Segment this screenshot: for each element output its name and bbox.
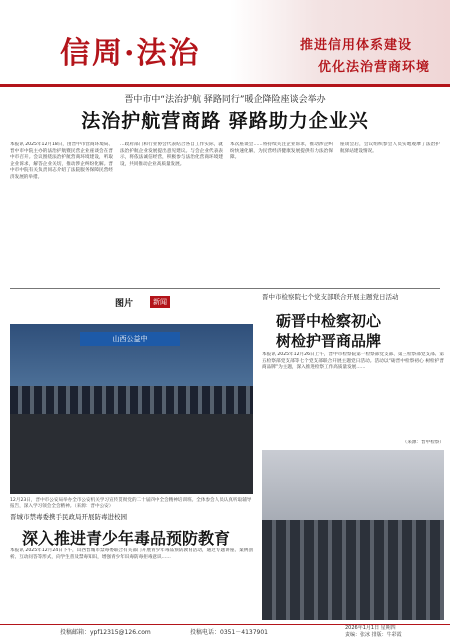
photo-foreground: [10, 414, 253, 494]
top-story-headline: 法治护航营商路 驿路助力企业兴: [81, 110, 369, 132]
photo-banner: 山西公益中: [80, 332, 180, 346]
bottom-story-body: 本报讯 2025年12月24日下午，山西晋城市禁毒委联合有关部门开展青少年毒品预防教育活动，通过专题讲座、案例剖析、互动问答等形式，向学生普及禁毒知识，增强青少年识毒防毒拒毒意识……: [10, 548, 253, 560]
top-story-kicker: 晋中市中“法治护航 驿路同行”暖企降险座谈会举办: [124, 95, 326, 105]
right-story-headline-2: 树检护晋商品牌: [276, 332, 382, 350]
meeting-photo: [262, 450, 444, 620]
editor-credit: 责编：张冰 排版：牛彩霞: [345, 632, 402, 638]
photo-section-label: 图片: [115, 299, 134, 309]
news-photo: [10, 324, 253, 494]
slogan-line-2: 优化法治营商环境: [318, 60, 431, 75]
bottom-story-kicker: 晋城市禁毒委携手民政局开展防毒进校园: [10, 513, 127, 521]
meeting-rows: [262, 520, 444, 620]
top-story-column-1: 本报讯 2025年12月18日，由晋中市营商环境局、晋中市中院主办的法治护航暨民营企业座谈会在晋中市召开。会议围绕法治护航营商环境建设，听取企业诉求，解答企业关切，推动涉企纠纷化解。晋中市中院有关负责同志介绍了法院服务保障民营经济发展的举措。: [10, 142, 113, 180]
top-story-column-4: 座谈会后，会议组织参会人员实地观摩了法治护航驿站建设情况。: [340, 142, 440, 154]
right-story-kicker: 晋中市检察院七个党支部联合开展主题党日活动: [262, 293, 399, 301]
top-story-column-2: …政府部门和行业协会代表结合各自工作实际，就法治护航企业发展提出意见建议。与会企业代表表示，将依法诚信经营，积极参与法治化营商环境建设，共同推动企业高质量发展。: [120, 142, 223, 167]
masthead-title: 信周·法治: [60, 36, 201, 71]
photo-caption: 12月23日，晋中市公安局举办全市公安机关学习宣传贯彻党的二十届四中全会精神培训班。全体参会人员认真听取辅导报告，深入学习领会全会精神。（来源：晋中公安）: [10, 498, 252, 510]
photo-section-badge: 新闻: [150, 296, 170, 308]
header-divider: [0, 84, 450, 87]
slogan-line-1: 推进信用体系建设: [300, 38, 413, 53]
submission-email: 投稿邮箱：ypf12315@126.com: [60, 629, 151, 636]
photo-audience: [10, 386, 253, 414]
issue-date: 2026年1月1日 星期四: [345, 625, 396, 631]
section-divider: [10, 288, 440, 289]
submission-phone: 投稿电话：0351－4137901: [190, 629, 268, 636]
page-footer: [0, 624, 450, 640]
bottom-story-headline: 深入推进青少年毒品预防教育: [22, 529, 231, 548]
right-story-body: 本报讯 2025年12月26日上午，晋中市检察院第一检察部党支部、第三检察部党支部、第五检察部党支部等七个党支部联合开展主题党日活动。活动以“砺晋中检察初心 树检护晋商品牌”为主题，深入推进检察工作高质量发展……: [262, 352, 444, 371]
top-story-column-3: 本次座谈会……将持续关注企业诉求，推动涉企纠纷快速化解，为民营经济健康发展提供有力法治保障。: [230, 142, 333, 161]
right-story-headline-1: 砺晋中检察初心: [276, 312, 382, 330]
right-story-source: （来源：晋中检察）: [402, 440, 444, 445]
